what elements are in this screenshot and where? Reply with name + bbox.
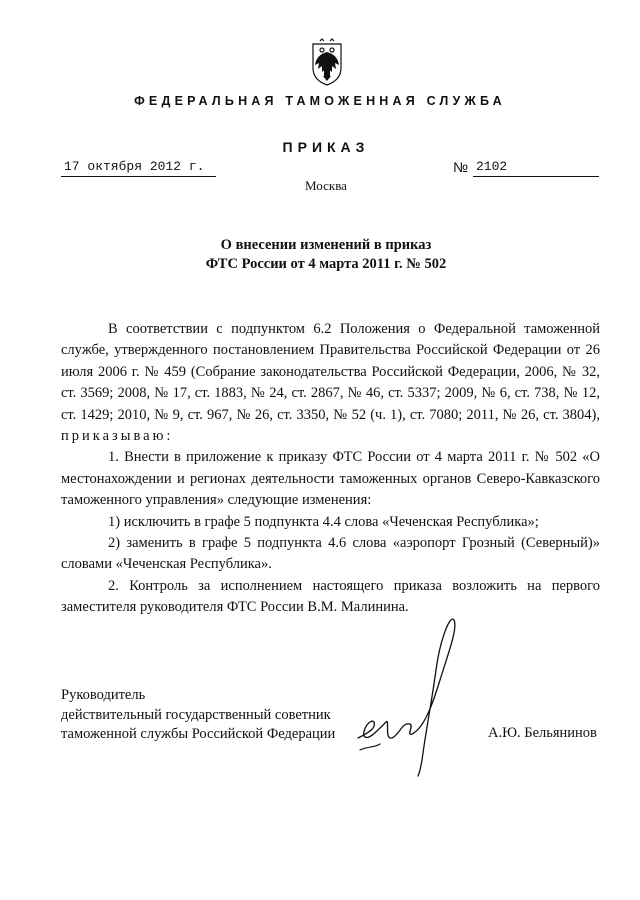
item-2: 2. Контроль за исполнением настоящего приказа возложить на первого заместителя руководителя ФТС России В.М. Малинина.	[61, 577, 600, 616]
order-word: приказываю:	[61, 428, 174, 445]
number-sign: №	[453, 159, 469, 175]
document-body	[61, 319, 600, 619]
title-line-1: О внесении изменений в приказ	[220, 237, 432, 253]
document-number: 2102	[476, 159, 508, 174]
sub-item-1: 1) исключить в графе 5 подпункта 4.4 слова «Чеченская Республика»;	[108, 513, 539, 530]
signatory-name: А.Ю. Бельянинов	[488, 725, 597, 741]
handwritten-signature	[340, 610, 460, 780]
signatory-line-3: таможенной службы Российской Федерации	[61, 726, 336, 742]
sub-item-2: 2) заменить в графе 5 подпункта 4.6 слова «аэропорт Грозный (Северный)» словами «Чеченская Республика».	[61, 535, 600, 573]
intro-paragraph	[61, 319, 600, 447]
intro-text: В соответствии с подпунктом 6.2 Положения о Федеральной таможенной службе, утвержденного постановлением Правительства Российской Федерации от 26 июля 2006 г. № 459 (Собрание законодательства Российской Федерации, 2006, № 32, ст. 3569; 2008, № 17, ст. 1883, № 24, ст. 2867, № 46, ст. 5337; 2009, № 6, ст. 738, № 12, ст. 1429; 2010, № 9, ст. 967, № 26, ст. 3350, № 52 (ч. 1), ст. 7080; 2011, № 26, ст. 3804),	[61, 321, 600, 423]
signatory-title	[61, 686, 335, 745]
title-line-2: ФТС России от 4 марта 2011 г. № 502	[205, 256, 447, 272]
signatory-line-1: Руководитель	[61, 687, 146, 703]
document-date: 17 октября 2012 г.	[64, 159, 205, 174]
coat-of-arms-emblem	[308, 38, 346, 86]
signatory-line-2: действительный государственный советник	[61, 706, 331, 723]
document-title	[0, 236, 640, 274]
agency-name: ФЕДЕРАЛЬНАЯ ТАМОЖЕННАЯ СЛУЖБА	[134, 94, 506, 108]
item-1: 1. Внести в приложение к приказу ФТС России от 4 марта 2011 г. № 502 «О местонахождении и регионах деятельности таможенных органов Северо-Кавказского таможенного управления» следующие изменения:	[61, 449, 600, 509]
document-type: ПРИКАЗ	[282, 139, 370, 155]
city: Москва	[305, 178, 347, 193]
